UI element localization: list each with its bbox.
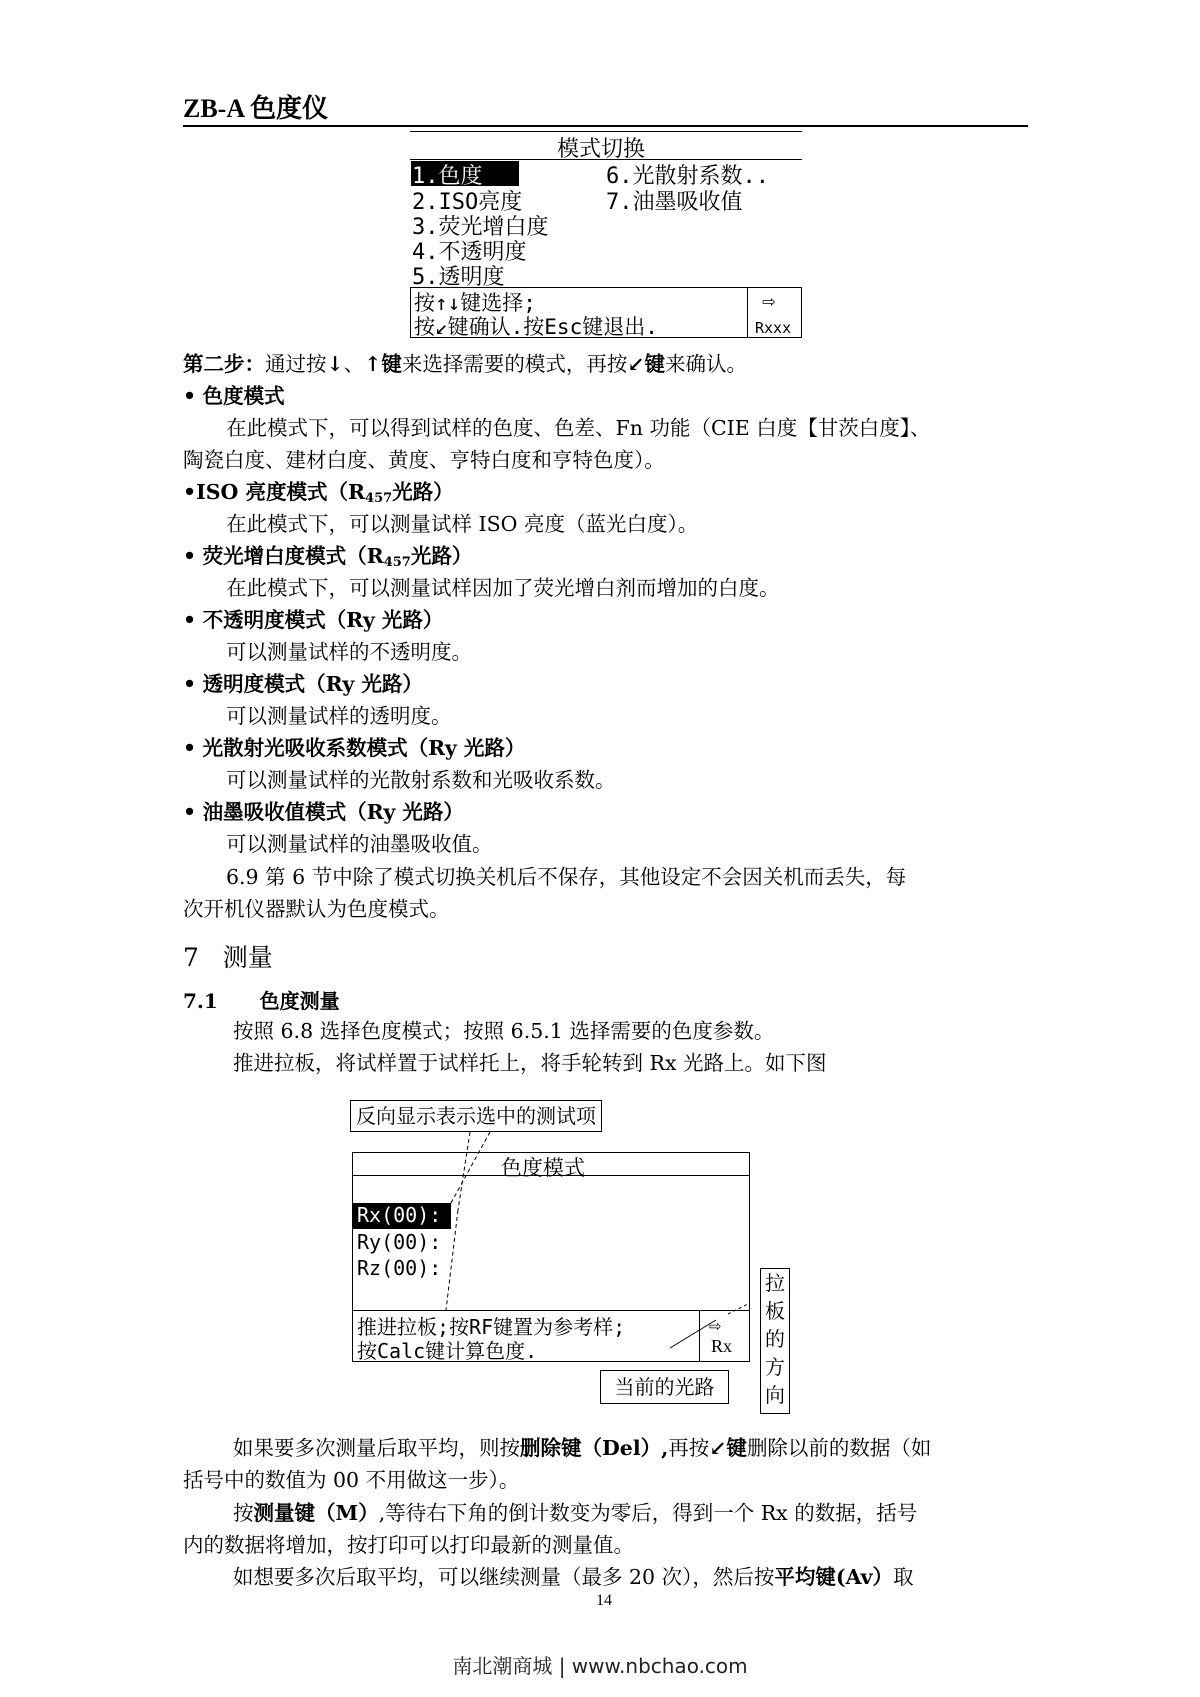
mode-desc: 可以测量试样的不透明度。: [226, 640, 472, 664]
mode-title: 透明度模式（Ry 光路）: [202, 672, 423, 696]
screen-title: 色度模式: [501, 1156, 585, 1180]
mode-transparency-heading: [183, 668, 423, 700]
footer-hint-line2: 按Calc键计算色度.: [357, 1339, 538, 1363]
text: 如想要多次后取平均，可以继续测量（最多 20 次），然后按: [233, 1565, 775, 1589]
text: 取: [893, 1565, 914, 1589]
callout-char: 向: [765, 1383, 785, 1407]
down-arrow-key: ↓: [326, 352, 344, 376]
bullet: •: [183, 480, 197, 504]
mode-item-selected: 1.色度: [412, 164, 483, 189]
average-key: 平均键(Av）: [774, 1565, 894, 1589]
mode-desc: 在此模式下，可以测量试样 ISO 亮度（蓝光白度）。: [226, 512, 699, 536]
mode-title: 荧光增白度模式（R: [202, 544, 384, 568]
footer-separator: [699, 1310, 700, 1361]
right-arrow-icon: ⇨: [762, 289, 776, 314]
header-divider: [183, 125, 1028, 127]
page-header-title: ZB-A 色度仪: [183, 94, 329, 123]
bullet: •: [183, 544, 197, 568]
mode-title: 不透明度模式（Ry 光路）: [202, 608, 444, 632]
mode-item: 7.油墨吸收值: [606, 190, 743, 215]
mode-desc: 在此模式下，可以得到试样的色度、色差、Fn 功能（CIE 白度【甘茨白度】、: [226, 416, 931, 440]
mode-title: 光路）: [392, 480, 454, 504]
bullet: •: [183, 384, 197, 408]
callout-char: 拉: [765, 1271, 785, 1295]
text: 按: [233, 1501, 254, 1525]
subscript: 457: [365, 491, 393, 506]
paragraph-7-1-line1: 按照 6.8 选择色度模式；按照 6.5.1 选择需要的色度参数。: [233, 1019, 775, 1043]
mode-color-heading: [183, 380, 285, 412]
subscript: 457: [383, 555, 411, 570]
paragraph-measure-line2: 内的数据将增加，按打印可以打印最新的测量值。: [183, 1533, 634, 1557]
bullet: •: [183, 736, 197, 760]
light-path-label: Rxxx: [755, 319, 792, 337]
section-number: 7.1: [183, 989, 218, 1013]
color-mode-figure: [350, 1100, 800, 1430]
mode-title: 色度模式: [202, 384, 285, 408]
enter-key: ↙键: [627, 352, 666, 376]
mode-title: 油墨吸收值模式（Ry 光路）: [202, 800, 464, 824]
paragraph-7-1-line2: 推进拉板，将试样置于试样托上，将手轮转到 Rx 光路上。如下图: [233, 1051, 827, 1075]
callout-inverse-display: 反向显示表示选中的测试项: [350, 1100, 602, 1132]
measure-key: 测量键（M）: [253, 1501, 379, 1525]
mode-desc: 陶瓷白度、建材白度、黄度、亨特白度和亨特色度）。: [183, 448, 665, 472]
enter-key: ↙键: [709, 1436, 747, 1460]
footer-hint-line1: 按↑↓键选择;: [414, 291, 536, 315]
mode-opacity-heading: [183, 604, 443, 636]
screen-title: 模式切换: [557, 137, 646, 162]
footer-hint-line2: 按↙键确认.按Esc键退出.: [414, 315, 658, 339]
mode-desc: 可以测量试样的透明度。: [226, 704, 452, 728]
up-arrow-key: ↑: [364, 352, 382, 376]
mode-desc: 在此模式下，可以测量试样因加了荧光增白剂而增加的白度。: [226, 576, 780, 600]
footer-hint-line1: 推进拉板;按RF键置为参考样;: [357, 1315, 626, 1339]
mode-title: ISO 亮度模式（R: [196, 480, 366, 504]
step2-text: 通过按: [265, 352, 327, 376]
callout-char: 板: [765, 1299, 785, 1323]
mode-title: 光路）: [410, 544, 473, 568]
section-7-1-heading: [183, 985, 340, 1014]
page-number: 14: [596, 1592, 612, 1609]
section-7-heading: [183, 938, 273, 974]
right-arrow-icon: ⇨: [709, 1313, 722, 1337]
paragraph-delete-line1: [233, 1432, 931, 1464]
footer-separator: [747, 287, 748, 338]
mode-item: 2.ISO亮度: [412, 190, 523, 215]
bullet: •: [183, 608, 197, 632]
step2-lead: 第二步：: [183, 352, 265, 376]
paragraph-average-line1: [233, 1561, 914, 1593]
callout-char: 方: [765, 1355, 785, 1379]
mode-item: 5.透明度: [412, 265, 505, 290]
text: ,等待右下角的倒计数变为零后，得到一个 Rx 的数据，括号: [378, 1501, 918, 1525]
paragraph-measure-line1: [233, 1497, 917, 1529]
color-mode-screen: [352, 1152, 750, 1362]
section-title: 色度测量: [259, 989, 340, 1013]
section-number: 7: [183, 943, 199, 972]
separator: 、: [343, 352, 365, 376]
site-watermark[interactable]: 南北潮商城 | www.nbchao.com: [452, 1654, 748, 1678]
mode-ink-heading: [183, 796, 464, 828]
mode-item: 3.荧光增白度: [412, 215, 549, 240]
callout-plate-direction: [760, 1268, 790, 1414]
callout-char: 的: [765, 1327, 785, 1351]
delete-key: 删除键（Del）,: [520, 1436, 669, 1460]
rx-row-selected: Rx(00):: [357, 1203, 442, 1227]
key-word: 键: [381, 352, 402, 376]
text: 再按: [668, 1436, 710, 1460]
mode-switch-screen: [410, 131, 802, 338]
section-title: 测量: [222, 943, 273, 972]
bullet: •: [183, 800, 197, 824]
step2-text: 来选择需要的模式，再按: [401, 352, 628, 376]
mode-desc: 可以测量试样的油墨吸收值。: [226, 832, 493, 856]
note-6-9-line1: 6.9 第 6 节中除了模式切换关机后不保存，其他设定不会因关机而丢失，每: [226, 865, 907, 889]
ry-row: Ry(00):: [357, 1230, 442, 1254]
light-path-label: Rx: [711, 1336, 733, 1356]
mode-title: 光散射光吸收系数模式（Ry 光路）: [202, 736, 526, 760]
mode-item: 6.光散射系数..: [606, 164, 769, 189]
step2-paragraph: [183, 348, 747, 380]
note-6-9-line2: 次开机仪器默认为色度模式。: [183, 897, 450, 921]
callout-current-path: 当前的光路: [600, 1370, 729, 1404]
mode-scatter-heading: [183, 732, 525, 764]
bullet: •: [183, 672, 197, 696]
text: 如果要多次测量后取平均，则按: [233, 1436, 520, 1460]
paragraph-delete-line2: 括号中的数值为 00 不用做这一步）。: [183, 1468, 520, 1492]
mode-item: 4.不透明度: [412, 240, 527, 265]
text: 删除以前的数据（如: [746, 1436, 932, 1460]
step2-text: 来确认。: [665, 352, 748, 376]
rz-row: Rz(00):: [357, 1256, 442, 1280]
mode-desc: 可以测量试样的光散射系数和光吸收系数。: [226, 768, 616, 792]
